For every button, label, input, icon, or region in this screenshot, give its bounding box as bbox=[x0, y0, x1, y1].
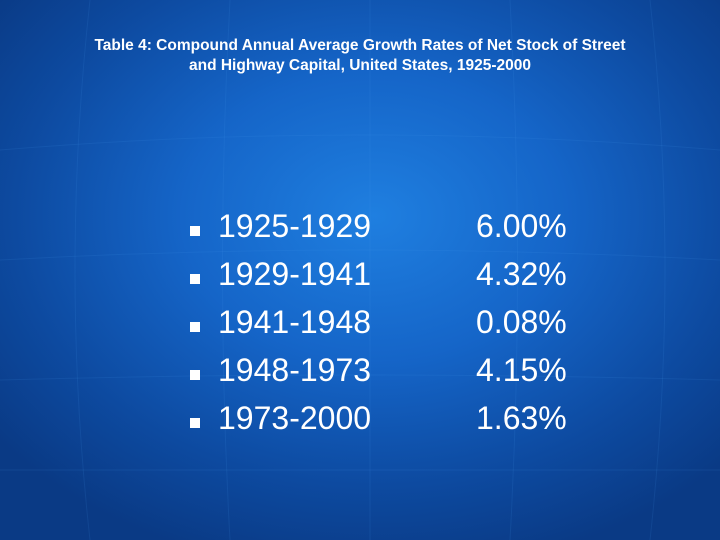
growth-rate-value: 6.00% bbox=[476, 208, 567, 244]
growth-rate-value: 0.08% bbox=[476, 304, 567, 340]
square-bullet-icon bbox=[190, 370, 200, 380]
table-row bbox=[188, 302, 608, 350]
growth-rate-value: 1.63% bbox=[476, 400, 567, 436]
square-bullet-icon bbox=[190, 322, 200, 332]
growth-rate-value: 4.15% bbox=[476, 352, 567, 388]
square-bullet-icon bbox=[190, 418, 200, 428]
table-row bbox=[188, 398, 608, 446]
period-label: 1973-2000 bbox=[218, 400, 372, 436]
square-bullet-icon bbox=[190, 226, 200, 236]
square-bullet-icon bbox=[190, 274, 200, 284]
growth-rate-value: 4.32% bbox=[476, 256, 567, 292]
period-label: 1948-1973 bbox=[218, 352, 372, 388]
title-line-2: and Highway Capital, United States, 1925-2000 bbox=[189, 57, 531, 74]
title-line-1: Table 4: Compound Annual Average Growth Rates of Net Stock of Street bbox=[94, 37, 626, 54]
table-row bbox=[188, 206, 608, 254]
period-label: 1929-1941 bbox=[218, 256, 372, 292]
period-label: 1941-1948 bbox=[218, 304, 372, 340]
slide-title bbox=[0, 36, 720, 76]
growth-rate-table bbox=[188, 206, 608, 446]
table-row bbox=[188, 254, 608, 302]
table-row bbox=[188, 350, 608, 398]
period-label: 1925-1929 bbox=[218, 208, 372, 244]
